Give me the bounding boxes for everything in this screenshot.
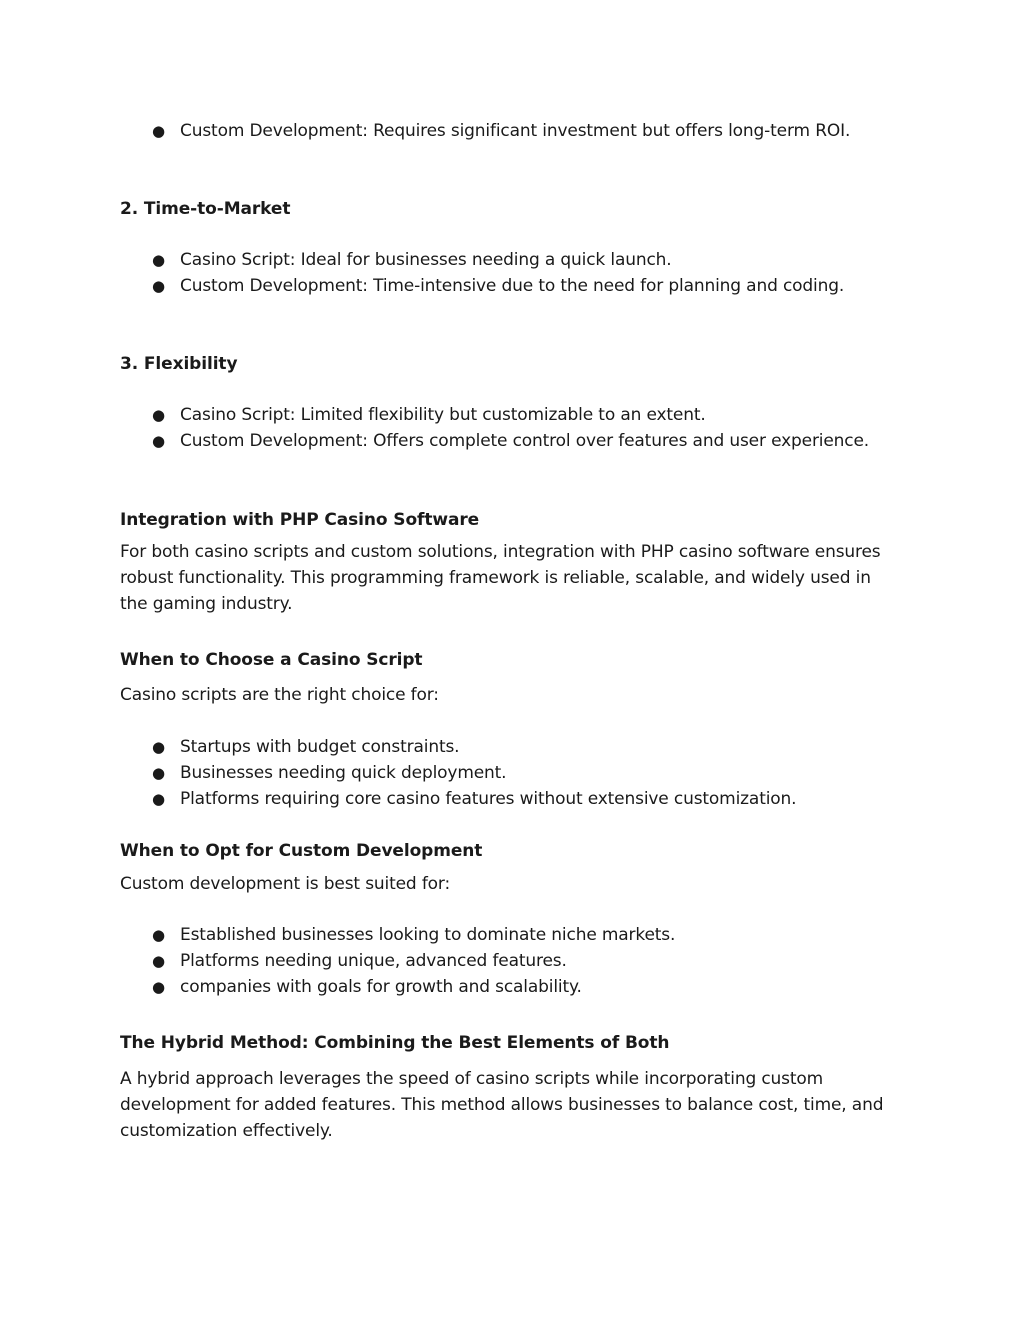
list-item [120, 948, 900, 974]
list-item [120, 402, 900, 428]
bullet-icon: ● [152, 251, 165, 269]
choose-casino-script-bullet-list [120, 734, 900, 812]
list-item [120, 118, 900, 144]
section-heading-choose-casino-script: When to Choose a Casino Script [120, 650, 423, 670]
list-item-text: Businesses needing quick deployment. [180, 763, 507, 783]
custom-development-intro: Custom development is best suited for: [120, 874, 451, 894]
list-item-text: Custom Development: Offers complete control over features and user experience. [180, 431, 870, 451]
list-item-text: Platforms requiring core casino features without extensive customization. [180, 789, 797, 809]
section-heading-time-to-market: 2. Time-to-Market [120, 199, 291, 219]
bullet-icon: ● [152, 952, 165, 970]
custom-development-bullet-list [120, 922, 900, 1000]
section-heading-php-integration: Integration with PHP Casino Software [120, 510, 480, 530]
section-heading-hybrid-method: The Hybrid Method: Combining the Best Elements of Both [120, 1033, 670, 1053]
hybrid-method-paragraph: A hybrid approach leverages the speed of casino scripts while incorporating custom development for added features. This method allows businesses to balance cost, time, and customization effectively. [120, 1069, 884, 1141]
bullet-icon: ● [152, 432, 165, 450]
list-item-text: Platforms needing unique, advanced features. [180, 951, 567, 971]
list-item-text: Casino Script: Limited flexibility but customizable to an extent. [180, 405, 706, 425]
list-item-text: companies with goals for growth and scalability. [180, 977, 582, 997]
time-to-market-bullet-list [120, 247, 900, 299]
section-heading-flexibility: 3. Flexibility [120, 354, 238, 374]
bullet-icon: ● [152, 978, 165, 996]
list-item-text: Custom Development: Requires significant investment but offers long-term ROI. [180, 121, 851, 141]
list-item [120, 428, 900, 454]
list-item [120, 734, 900, 760]
bullet-icon: ● [152, 406, 165, 424]
list-item [120, 922, 900, 948]
bullet-icon: ● [152, 277, 165, 295]
php-integration-paragraph: For both casino scripts and custom solutions, integration with PHP casino software ensures robust functionality. This programming framework is reliable, scalable, and widely used in the gaming industry. [120, 542, 881, 614]
list-item-text: Established businesses looking to dominate niche markets. [180, 925, 676, 945]
list-item [120, 974, 900, 1000]
list-item [120, 786, 900, 812]
flexibility-bullet-list [120, 402, 900, 454]
section-heading-custom-development: When to Opt for Custom Development [120, 841, 483, 861]
bullet-icon: ● [152, 926, 165, 944]
list-item-text: Startups with budget constraints. [180, 737, 460, 757]
choose-casino-script-intro: Casino scripts are the right choice for: [120, 685, 439, 705]
list-item [120, 247, 900, 273]
list-item-text: Casino Script: Ideal for businesses needing a quick launch. [180, 250, 672, 270]
bullet-icon: ● [152, 738, 165, 756]
bullet-icon: ● [152, 764, 165, 782]
list-item [120, 273, 900, 299]
list-item [120, 760, 900, 786]
bullet-icon: ● [152, 122, 165, 140]
bullet-icon: ● [152, 790, 165, 808]
intro-bullet-list [120, 118, 900, 144]
list-item-text: Custom Development: Time-intensive due to the need for planning and coding. [180, 276, 845, 296]
